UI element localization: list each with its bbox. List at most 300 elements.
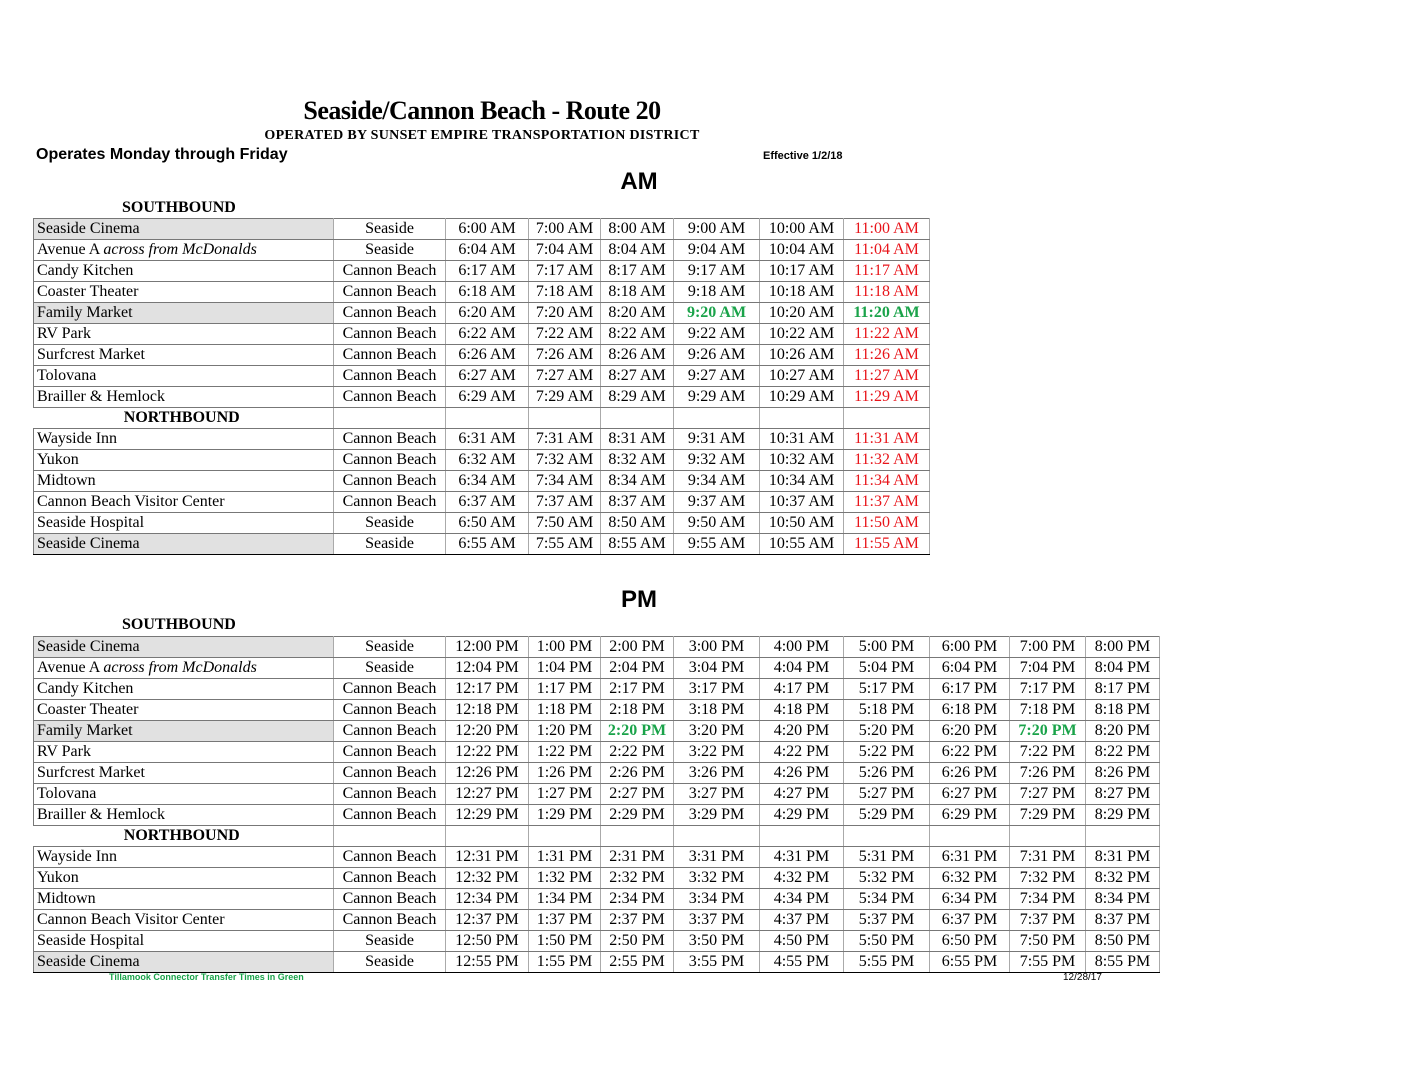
town-name: Cannon Beach [334, 366, 446, 387]
stop-name [34, 282, 334, 303]
town-name: Seaside [334, 637, 446, 658]
empty-cell [844, 826, 930, 847]
table-row [34, 826, 1160, 847]
departure-time: 10:29 AM [760, 387, 844, 408]
departure-time: 9:50 AM [674, 513, 760, 534]
town-name: Cannon Beach [334, 345, 446, 366]
departure-time: 6:55 PM [930, 952, 1010, 973]
town-name: Cannon Beach [334, 721, 446, 742]
stop-name [34, 889, 334, 910]
departure-time: 3:31 PM [674, 847, 760, 868]
town-name: Cannon Beach [334, 261, 446, 282]
departure-time: 4:31 PM [760, 847, 844, 868]
departure-time: 7:37 AM [529, 492, 601, 513]
departure-time: 3:20 PM [674, 721, 760, 742]
departure-time: 6:34 AM [446, 471, 529, 492]
town-name: Cannon Beach [334, 805, 446, 826]
departure-time: 7:22 PM [1010, 742, 1086, 763]
departure-time: 8:18 PM [1086, 700, 1160, 721]
departure-time: 5:22 PM [844, 742, 930, 763]
departure-time: 3:17 PM [674, 679, 760, 700]
stop-name [34, 366, 334, 387]
departure-time: 3:18 PM [674, 700, 760, 721]
departure-time: 5:50 PM [844, 931, 930, 952]
departure-time: 9:34 AM [674, 471, 760, 492]
departure-time: 11:37 AM [844, 492, 930, 513]
empty-cell [674, 408, 760, 429]
departure-time: 8:29 AM [601, 387, 674, 408]
departure-time: 12:04 PM [446, 658, 529, 679]
departure-time: 5:20 PM [844, 721, 930, 742]
departure-time: 1:34 PM [529, 889, 601, 910]
departure-time: 11:26 AM [844, 345, 930, 366]
stop-name [34, 387, 334, 408]
departure-time: 8:04 AM [601, 240, 674, 261]
stop-label: Candy Kitchen [37, 680, 134, 697]
departure-time: 6:55 AM [446, 534, 529, 555]
revision-date: 12/28/17 [1063, 972, 1102, 983]
stop-label: Yukon [37, 451, 79, 468]
departure-time: 2:29 PM [601, 805, 674, 826]
table-row [34, 324, 930, 345]
departure-time: 2:55 PM [601, 952, 674, 973]
stop-name [34, 910, 334, 931]
departure-time: 6:29 AM [446, 387, 529, 408]
departure-time: 11:34 AM [844, 471, 930, 492]
departure-time: 8:26 PM [1086, 763, 1160, 784]
departure-time: 11:29 AM [844, 387, 930, 408]
departure-time: 11:55 AM [844, 534, 930, 555]
departure-time: 6:20 AM [446, 303, 529, 324]
departure-time: 6:34 PM [930, 889, 1010, 910]
northbound-heading: NORTHBOUND [34, 826, 334, 847]
departure-time: 4:04 PM [760, 658, 844, 679]
departure-time: 6:50 PM [930, 931, 1010, 952]
departure-time: 4:50 PM [760, 931, 844, 952]
departure-time: 8:17 PM [1086, 679, 1160, 700]
departure-time: 2:26 PM [601, 763, 674, 784]
departure-time: 1:50 PM [529, 931, 601, 952]
stop-name [34, 471, 334, 492]
departure-time: 7:17 AM [529, 261, 601, 282]
stop-name [34, 763, 334, 784]
table-row [34, 492, 930, 513]
town-name: Cannon Beach [334, 492, 446, 513]
departure-time: 2:04 PM [601, 658, 674, 679]
departure-time: 6:04 AM [446, 240, 529, 261]
departure-time: 7:32 AM [529, 450, 601, 471]
departure-time: 9:26 AM [674, 345, 760, 366]
departure-time: 11:22 AM [844, 324, 930, 345]
stop-name [34, 429, 334, 450]
town-name: Cannon Beach [334, 679, 446, 700]
departure-time: 10:22 AM [760, 324, 844, 345]
departure-time: 6:17 AM [446, 261, 529, 282]
stop-label: RV Park [37, 743, 91, 760]
departure-time: 12:00 PM [446, 637, 529, 658]
departure-time: 6:27 AM [446, 366, 529, 387]
am-period-heading: AM [620, 168, 658, 195]
departure-time: 8:34 PM [1086, 889, 1160, 910]
stop-label: Candy Kitchen [37, 262, 134, 279]
table-row [34, 345, 930, 366]
town-name: Cannon Beach [334, 763, 446, 784]
departure-time: 9:27 AM [674, 366, 760, 387]
departure-time: 1:26 PM [529, 763, 601, 784]
operator-subtitle: OPERATED BY SUNSET EMPIRE TRANSPORTATION DISTRICT [264, 128, 700, 143]
departure-time: 11:32 AM [844, 450, 930, 471]
town-name: Seaside [334, 931, 446, 952]
departure-time: 9:55 AM [674, 534, 760, 555]
departure-time: 7:34 AM [529, 471, 601, 492]
stop-label: Coaster Theater [37, 701, 139, 718]
departure-time: 8:55 AM [601, 534, 674, 555]
departure-time: 6:20 PM [930, 721, 1010, 742]
departure-time: 4:34 PM [760, 889, 844, 910]
town-name: Cannon Beach [334, 868, 446, 889]
departure-time: 5:18 PM [844, 700, 930, 721]
departure-time: 8:37 PM [1086, 910, 1160, 931]
stop-label: Family Market [37, 722, 133, 739]
departure-time: 12:20 PM [446, 721, 529, 742]
departure-time: 7:26 AM [529, 345, 601, 366]
stop-label: Wayside Inn [37, 430, 118, 447]
table-row [34, 261, 930, 282]
departure-time: 8:20 AM [601, 303, 674, 324]
departure-time: 6:22 AM [446, 324, 529, 345]
stop-label: Cannon Beach Visitor Center [37, 493, 225, 510]
table-row [34, 429, 930, 450]
departure-time: 9:37 AM [674, 492, 760, 513]
departure-time: 12:34 PM [446, 889, 529, 910]
town-name: Cannon Beach [334, 847, 446, 868]
stop-label: Seaside Hospital [37, 932, 145, 949]
departure-time: 4:20 PM [760, 721, 844, 742]
departure-time: 3:27 PM [674, 784, 760, 805]
table-row [34, 889, 1160, 910]
departure-time: 7:31 AM [529, 429, 601, 450]
departure-time: 6:37 PM [930, 910, 1010, 931]
stop-name [34, 784, 334, 805]
departure-time: 6:50 AM [446, 513, 529, 534]
departure-time: 8:55 PM [1086, 952, 1160, 973]
pm-southbound-heading: SOUTHBOUND [122, 616, 236, 633]
table-row [34, 637, 1160, 658]
departure-time: 2:00 PM [601, 637, 674, 658]
stop-label: Seaside Cinema [37, 953, 140, 970]
departure-time: 8:04 PM [1086, 658, 1160, 679]
departure-time: 12:27 PM [446, 784, 529, 805]
empty-cell [601, 408, 674, 429]
departure-time: 6:32 PM [930, 868, 1010, 889]
departure-time: 10:32 AM [760, 450, 844, 471]
departure-time: 9:20 AM [674, 303, 760, 324]
departure-time: 5:27 PM [844, 784, 930, 805]
departure-time: 10:18 AM [760, 282, 844, 303]
departure-time: 7:27 AM [529, 366, 601, 387]
departure-time: 1:04 PM [529, 658, 601, 679]
departure-time: 8:34 AM [601, 471, 674, 492]
stop-name [34, 303, 334, 324]
departure-time: 3:26 PM [674, 763, 760, 784]
departure-time: 1:17 PM [529, 679, 601, 700]
departure-time: 12:22 PM [446, 742, 529, 763]
departure-time: 7:55 PM [1010, 952, 1086, 973]
departure-time: 3:55 PM [674, 952, 760, 973]
departure-time: 6:26 AM [446, 345, 529, 366]
departure-time: 7:26 PM [1010, 763, 1086, 784]
departure-time: 10:20 AM [760, 303, 844, 324]
town-name: Cannon Beach [334, 784, 446, 805]
departure-time: 7:00 AM [529, 219, 601, 240]
table-row [34, 805, 1160, 826]
town-name: Seaside [334, 534, 446, 555]
departure-time: 12:55 PM [446, 952, 529, 973]
town-name: Cannon Beach [334, 910, 446, 931]
stop-name [34, 261, 334, 282]
stop-name [34, 742, 334, 763]
departure-time: 8:29 PM [1086, 805, 1160, 826]
departure-time: 11:04 AM [844, 240, 930, 261]
departure-time: 8:00 PM [1086, 637, 1160, 658]
stop-label: Seaside Cinema [37, 220, 140, 237]
table-row [34, 408, 930, 429]
stop-label: RV Park [37, 325, 91, 342]
stop-name [34, 492, 334, 513]
departure-time: 10:27 AM [760, 366, 844, 387]
stop-label: Brailler & Hemlock [37, 806, 165, 823]
departure-time: 1:29 PM [529, 805, 601, 826]
departure-time: 3:29 PM [674, 805, 760, 826]
stop-label: Seaside Cinema [37, 535, 140, 552]
empty-cell [446, 408, 529, 429]
departure-time: 8:22 AM [601, 324, 674, 345]
stop-name [34, 345, 334, 366]
empty-cell [334, 826, 446, 847]
stop-label: Surfcrest Market [37, 764, 145, 781]
departure-time: 9:17 AM [674, 261, 760, 282]
departure-time: 10:34 AM [760, 471, 844, 492]
departure-time: 6:37 AM [446, 492, 529, 513]
departure-time: 3:00 PM [674, 637, 760, 658]
departure-time: 2:17 PM [601, 679, 674, 700]
departure-time: 4:18 PM [760, 700, 844, 721]
departure-time: 2:34 PM [601, 889, 674, 910]
page-title: Seaside/Cannon Beach - Route 20 [303, 96, 661, 125]
departure-time: 12:50 PM [446, 931, 529, 952]
stop-name [34, 513, 334, 534]
table-row [34, 450, 930, 471]
table-row [34, 868, 1160, 889]
departure-time: 6:26 PM [930, 763, 1010, 784]
stop-label: Brailler & Hemlock [37, 388, 165, 405]
table-row [34, 700, 1160, 721]
stop-name [34, 219, 334, 240]
town-name: Seaside [334, 658, 446, 679]
departure-time: 2:31 PM [601, 847, 674, 868]
departure-time: 10:00 AM [760, 219, 844, 240]
departure-time: 5:26 PM [844, 763, 930, 784]
departure-time: 7:50 AM [529, 513, 601, 534]
am-southbound-heading: SOUTHBOUND [122, 199, 236, 216]
departure-time: 10:50 AM [760, 513, 844, 534]
stop-name [34, 679, 334, 700]
departure-time: 7:50 PM [1010, 931, 1086, 952]
departure-time: 6:29 PM [930, 805, 1010, 826]
departure-time: 7:29 AM [529, 387, 601, 408]
empty-cell [529, 826, 601, 847]
stop-name [34, 931, 334, 952]
departure-time: 12:32 PM [446, 868, 529, 889]
departure-time: 7:18 PM [1010, 700, 1086, 721]
effective-date: Effective 1/2/18 [763, 150, 843, 162]
empty-cell [760, 408, 844, 429]
departure-time: 2:27 PM [601, 784, 674, 805]
departure-time: 8:31 AM [601, 429, 674, 450]
table-row [34, 931, 1160, 952]
table-row [34, 679, 1160, 700]
departure-time: 8:20 PM [1086, 721, 1160, 742]
departure-time: 2:20 PM [601, 721, 674, 742]
table-row [34, 219, 930, 240]
departure-time: 4:26 PM [760, 763, 844, 784]
departure-time: 8:32 PM [1086, 868, 1160, 889]
departure-time: 8:50 PM [1086, 931, 1160, 952]
table-row [34, 847, 1160, 868]
departure-time: 6:00 PM [930, 637, 1010, 658]
operating-days: Operates Monday through Friday [36, 146, 288, 163]
town-name: Seaside [334, 240, 446, 261]
departure-time: 6:31 AM [446, 429, 529, 450]
departure-time: 3:04 PM [674, 658, 760, 679]
town-name: Cannon Beach [334, 889, 446, 910]
stop-label: Yukon [37, 869, 79, 886]
stop-name [34, 240, 334, 261]
empty-cell [1010, 826, 1086, 847]
departure-time: 8:50 AM [601, 513, 674, 534]
town-name: Cannon Beach [334, 742, 446, 763]
departure-time: 6:17 PM [930, 679, 1010, 700]
stop-label: Midtown [37, 890, 96, 907]
northbound-heading: NORTHBOUND [34, 408, 334, 429]
departure-time: 9:29 AM [674, 387, 760, 408]
table-row [34, 952, 1160, 973]
departure-time: 6:04 PM [930, 658, 1010, 679]
departure-time: 10:17 AM [760, 261, 844, 282]
departure-time: 1:18 PM [529, 700, 601, 721]
departure-time: 7:04 PM [1010, 658, 1086, 679]
town-name: Cannon Beach [334, 303, 446, 324]
town-name: Seaside [334, 952, 446, 973]
table-row [34, 721, 1160, 742]
departure-time: 9:32 AM [674, 450, 760, 471]
departure-time: 6:31 PM [930, 847, 1010, 868]
departure-time: 11:00 AM [844, 219, 930, 240]
empty-cell [930, 826, 1010, 847]
departure-time: 6:32 AM [446, 450, 529, 471]
stop-label: Seaside Hospital [37, 514, 145, 531]
departure-time: 9:18 AM [674, 282, 760, 303]
departure-time: 3:32 PM [674, 868, 760, 889]
departure-time: 7:27 PM [1010, 784, 1086, 805]
transfer-note: Tillamook Connector Transfer Times in Green [109, 972, 304, 982]
stop-name [34, 805, 334, 826]
departure-time: 5:37 PM [844, 910, 930, 931]
departure-time: 2:37 PM [601, 910, 674, 931]
departure-time: 10:55 AM [760, 534, 844, 555]
table-row [34, 742, 1160, 763]
stop-label: Avenue A [37, 659, 100, 676]
departure-time: 10:04 AM [760, 240, 844, 261]
departure-time: 8:26 AM [601, 345, 674, 366]
stop-name [34, 637, 334, 658]
stop-label: Coaster Theater [37, 283, 139, 300]
stop-name [34, 952, 334, 973]
departure-time: 7:17 PM [1010, 679, 1086, 700]
departure-time: 4:37 PM [760, 910, 844, 931]
departure-time: 3:22 PM [674, 742, 760, 763]
departure-time: 1:20 PM [529, 721, 601, 742]
departure-time: 5:04 PM [844, 658, 930, 679]
departure-time: 12:29 PM [446, 805, 529, 826]
table-row [34, 387, 930, 408]
departure-time: 10:26 AM [760, 345, 844, 366]
table-row [34, 240, 930, 261]
departure-time: 5:00 PM [844, 637, 930, 658]
departure-time: 10:37 AM [760, 492, 844, 513]
empty-cell [529, 408, 601, 429]
departure-time: 11:20 AM [844, 303, 930, 324]
stop-name [34, 700, 334, 721]
stop-label: Seaside Cinema [37, 638, 140, 655]
stop-label: Surfcrest Market [37, 346, 145, 363]
departure-time: 5:17 PM [844, 679, 930, 700]
departure-time: 5:32 PM [844, 868, 930, 889]
empty-cell [674, 826, 760, 847]
departure-time: 7:29 PM [1010, 805, 1086, 826]
departure-time: 8:31 PM [1086, 847, 1160, 868]
departure-time: 9:04 AM [674, 240, 760, 261]
departure-time: 4:00 PM [760, 637, 844, 658]
pm-schedule-table [33, 636, 1160, 973]
town-name: Cannon Beach [334, 471, 446, 492]
departure-time: 1:22 PM [529, 742, 601, 763]
departure-time: 12:17 PM [446, 679, 529, 700]
stop-name [34, 868, 334, 889]
departure-time: 7:18 AM [529, 282, 601, 303]
table-row [34, 534, 930, 555]
departure-time: 4:32 PM [760, 868, 844, 889]
departure-time: 12:18 PM [446, 700, 529, 721]
empty-cell [760, 826, 844, 847]
stop-label: Wayside Inn [37, 848, 118, 865]
departure-time: 1:00 PM [529, 637, 601, 658]
departure-time: 5:55 PM [844, 952, 930, 973]
empty-cell [1086, 826, 1160, 847]
departure-time: 10:31 AM [760, 429, 844, 450]
departure-time: 5:31 PM [844, 847, 930, 868]
departure-time: 8:18 AM [601, 282, 674, 303]
stop-name [34, 534, 334, 555]
table-row [34, 366, 930, 387]
stop-name [34, 324, 334, 345]
table-row [34, 282, 930, 303]
departure-time: 9:22 AM [674, 324, 760, 345]
departure-time: 7:34 PM [1010, 889, 1086, 910]
departure-time: 9:31 AM [674, 429, 760, 450]
departure-time: 9:00 AM [674, 219, 760, 240]
departure-time: 4:22 PM [760, 742, 844, 763]
